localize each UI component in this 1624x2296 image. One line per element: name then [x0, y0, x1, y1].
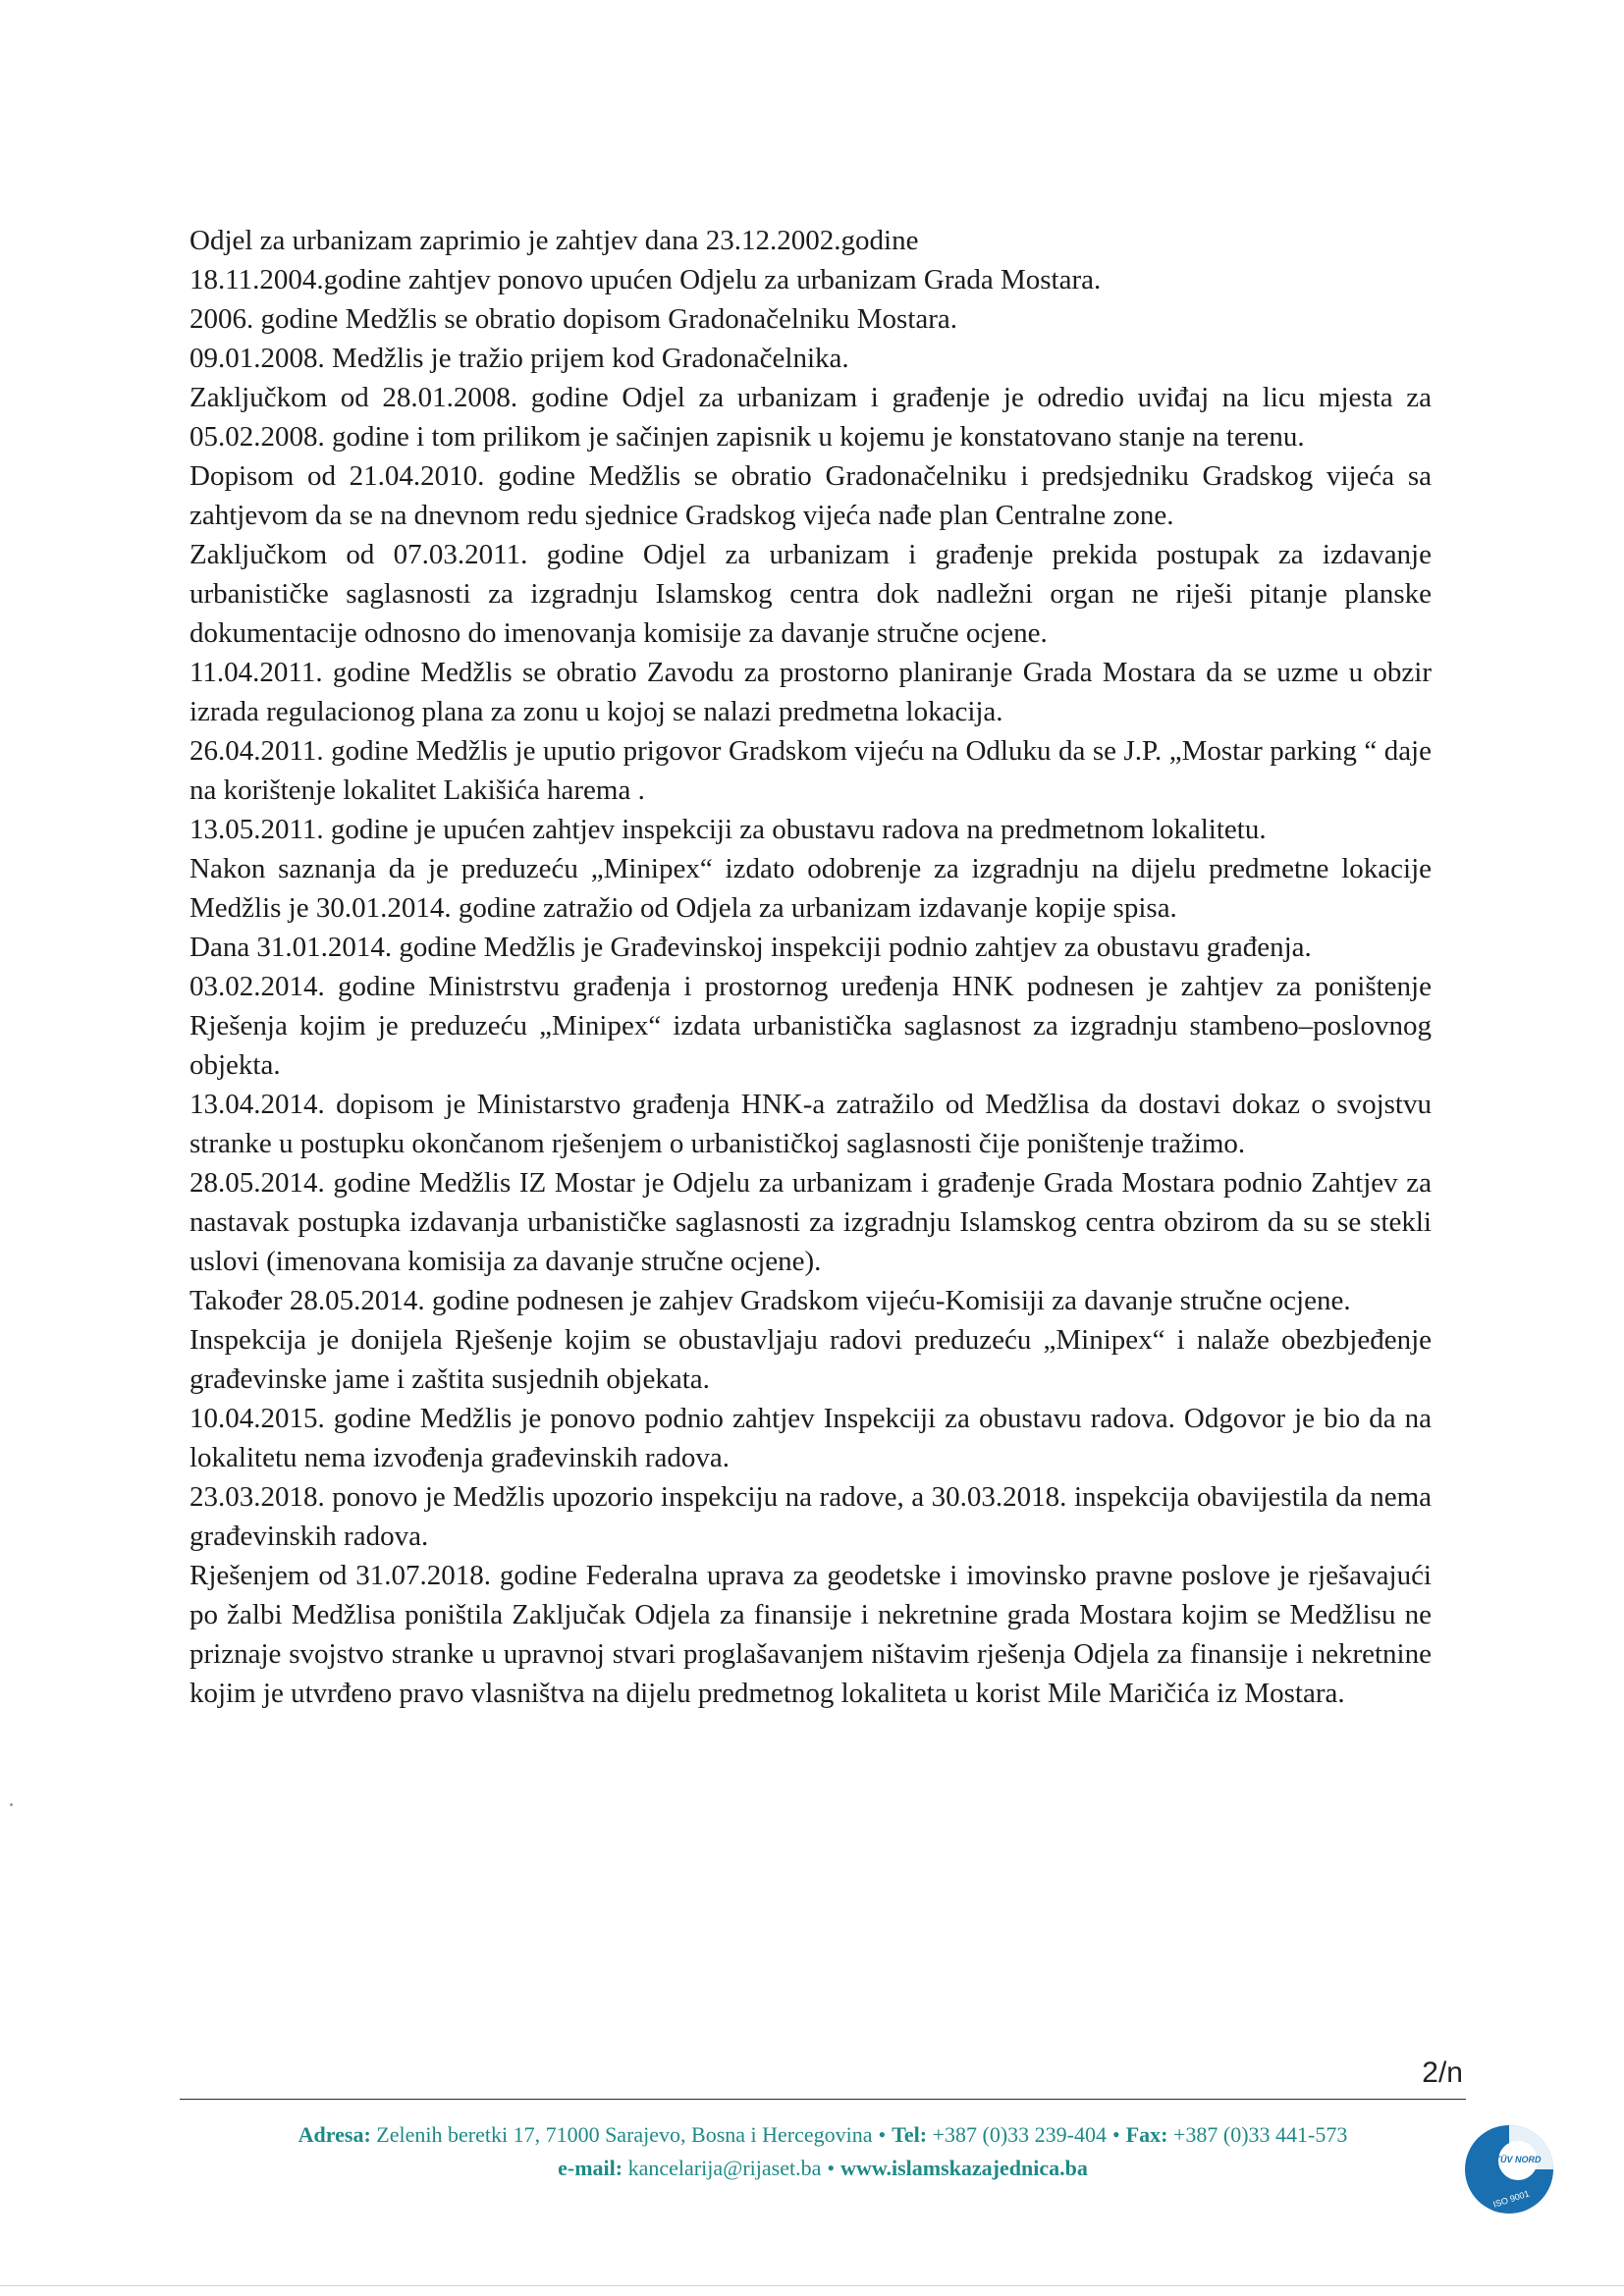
email-link[interactable]: kancelarija@rijaset.ba [627, 2156, 822, 2180]
tuv-nord-iso-logo [1463, 2123, 1555, 2216]
logo-text-bottom: ISO 9001 [1491, 2188, 1531, 2210]
paragraph: 28.05.2014. godine Medžlis IZ Mostar je Odjelu za urbanizam i građenje Grada Mostara podnio Zahtjev za nastavak postupka izdavanja urbanističke saglasnosti za izgradnju Islamskog centra obzirom da su se stekli uslovi (imenovana komisija za davanje stručne ocjene). [189, 1167, 1432, 1277]
scan-edge-line [0, 2285, 1624, 2286]
paragraph: Nakon saznanja da je preduzeću „Minipex“ izdato odobrenje za izgradnju na dijelu predmetne lokacije Medžlis je 30.01.2014. godine zatražio od Odjela za urbanizam izdavanje kopije spisa. [189, 853, 1432, 924]
paragraph: 10.04.2015. godine Medžlis je ponovo podnio zahtjev Inspekciji za obustavu radova. Odgovor je bio da na lokalitetu nema izvođenja građevinskih radova. [189, 1403, 1432, 1473]
paragraph: Odjel za urbanizam zaprimio je zahtjev dana 23.12.2002.godine [189, 225, 919, 256]
email-label: e-mail: [558, 2156, 623, 2180]
paragraph: 18.11.2004.godine zahtjev ponovo upućen Odjelu za urbanizam Grada Mostara. [189, 264, 1102, 295]
paragraph: Dopisom od 21.04.2010. godine Medžlis se obratio Gradonačelniku i predsjedniku Gradskog vijeća sa zahtjevom da se na dnevnom redu sjednice Gradskog vijeća nađe plan Centralne zone. [189, 460, 1432, 531]
website-link[interactable]: www.islamskazajednica.ba [840, 2156, 1088, 2180]
tel-label: Tel: [892, 2122, 928, 2147]
page-number: 2/n [1422, 2056, 1463, 2089]
logo-text-top: TÜV NORD [1494, 2155, 1542, 2164]
address-value: Zelenih beretki 17, 71000 Sarajevo, Bosna i Hercegovina [376, 2122, 873, 2147]
document-body [189, 221, 1432, 1713]
paragraph: 13.04.2014. dopisom je Ministarstvo građenja HNK-a zatražilo od Medžlisa da dostavi dokaz o svojstvu stranke u postupku okončanom rješenjem o urbanističkoj saglasnosti čije poništenje tražimo. [189, 1089, 1432, 1159]
fax-value: +387 (0)33 441-573 [1172, 2122, 1348, 2147]
separator-dot: • [827, 2156, 836, 2180]
paragraph: Također 28.05.2014. godine podnesen je zahjev Gradskom vijeću-Komisiji za davanje stručne ocjene. [189, 1285, 1351, 1316]
paragraph: 11.04.2011. godine Medžlis se obratio Zavodu za prostorno planiranje Grada Mostara da se uzme u obzir izrada regulacionog plana za zonu u kojoj se nalazi predmetna lokacija. [189, 657, 1432, 727]
footer-line-2 [180, 2152, 1466, 2185]
paragraph: 2006. godine Medžlis se obratio dopisom Gradonačelniku Mostara. [189, 303, 958, 335]
footer-divider [180, 2099, 1466, 2100]
paragraph: Dana 31.01.2014. godine Medžlis je Građevinskoj inspekciji podnio zahtjev za obustavu građenja. [189, 932, 1312, 963]
tel-value: +387 (0)33 239-404 [932, 2122, 1107, 2147]
separator-dot: • [1112, 2122, 1120, 2147]
footer-line-1 [180, 2118, 1466, 2152]
paragraph: 26.04.2011. godine Medžlis je uputio prigovor Gradskom vijeću na Odluku da se J.P. „Mostar parking “ daje na korištenje lokalitet Lakišića harema . [189, 735, 1432, 806]
certification-logo-icon [1463, 2123, 1555, 2216]
letterhead-footer [180, 2118, 1466, 2185]
paragraph: Zaključkom od 07.03.2011. godine Odjel za urbanizam i građenje prekida postupak za izdavanje urbanističke saglasnosti za izgradnju Islamskog centra dok nadležni organ ne riješi pitanje planske dokumentacije odnosno do imenovanja komisije za davanje stručne ocjene. [189, 539, 1432, 649]
fax-label: Fax: [1125, 2122, 1168, 2147]
paragraph: Zaključkom od 28.01.2008. godine Odjel za urbanizam i građenje je odredio uviđaj na licu mjesta za 05.02.2008. godine i tom prilikom je sačinjen zapisnik u kojemu je konstatovano stanje na terenu. [189, 382, 1432, 453]
paragraph: 09.01.2008. Medžlis je tražio prijem kod Gradonačelnika. [189, 343, 849, 374]
paragraph: Rješenjem od 31.07.2018. godine Federalna uprava za geodetske i imovinsko pravne poslove je rješavajući po žalbi Medžlisa poništila Zaključak Odjela za finansije i nekretnine grada Mostara kojim se Medžlisu ne priznaje svojstvo stranke u upravnoj stvari proglašavanjem ništavim rješenja Odjela za finansije i nekretnine kojim je utvrđeno pravo vlasništva na dijelu predmetnog lokaliteta u korist Mile Maričića iz Mostara. [189, 1560, 1432, 1709]
scan-speck [10, 1803, 13, 1806]
paragraph: 03.02.2014. godine Ministrstvu građenja i prostornog uređenja HNK podnesen je zahtjev za poništenje Rješenja kojim je preduzeću „Minipex“ izdata urbanistička saglasnost za izgradnju stambeno–poslovnog objekta. [189, 971, 1432, 1081]
paragraph: Inspekcija je donijela Rješenje kojim se obustavljaju radovi preduzeću „Minipex“ i nalaže obezbjeđenje građevinske jame i zaštita susjednih objekata. [189, 1324, 1432, 1395]
paragraph: 13.05.2011. godine je upućen zahtjev inspekciji za obustavu radova na predmetnom lokalitetu. [189, 814, 1267, 845]
address-label: Adresa: [298, 2122, 371, 2147]
separator-dot: • [878, 2122, 887, 2147]
paragraph: 23.03.2018. ponovo je Medžlis upozorio inspekciju na radove, a 30.03.2018. inspekcija obavijestila da nema građevinskih radova. [189, 1481, 1432, 1552]
